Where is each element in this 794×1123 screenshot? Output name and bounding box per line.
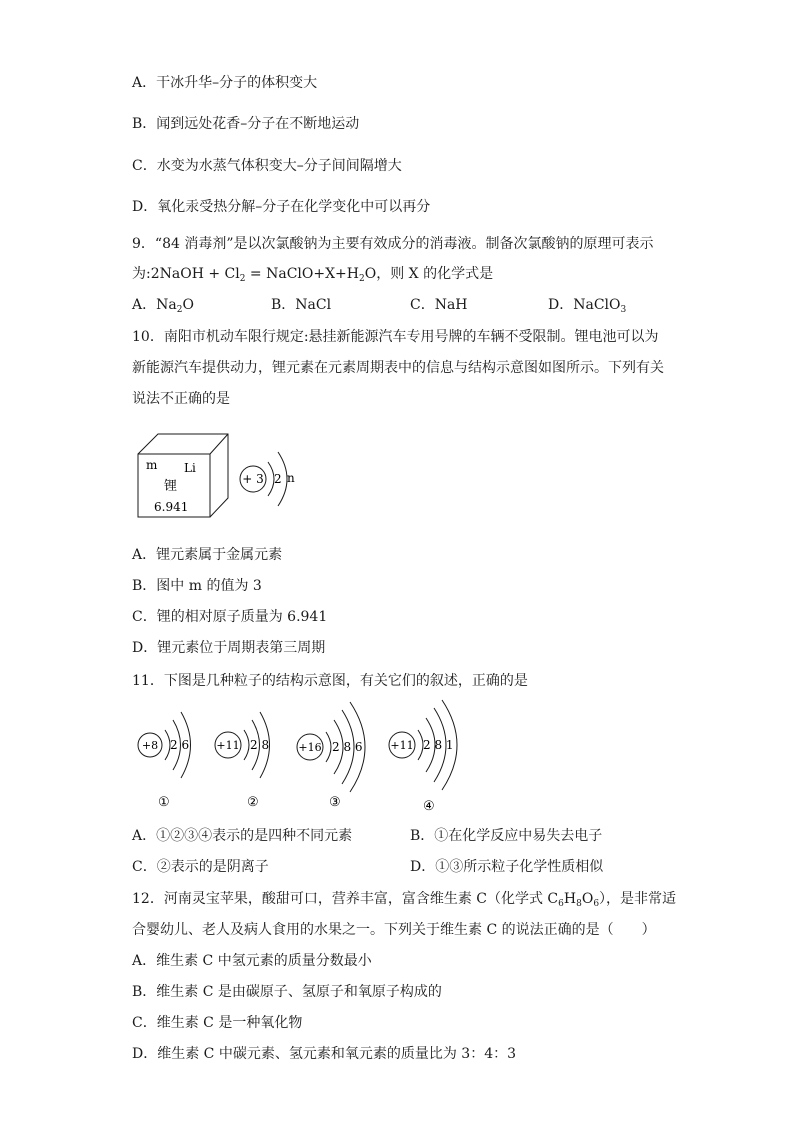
shell-electrons: 2 8	[250, 738, 270, 752]
q9-option-d: D．NaClO$_3$	[548, 297, 627, 315]
q12-option-c: C．维生素 C 是一种氧化物	[132, 1015, 303, 1031]
particle-label: ②	[247, 795, 259, 810]
shell-2-electrons: n	[287, 471, 295, 485]
q8-option-b: B．闻到远处花香–分子在不断地运动	[132, 116, 360, 132]
cell-atomic-mass: 6.941	[154, 500, 189, 514]
q10-stem-line3: 说法不正确的是	[132, 391, 230, 407]
q11-option-a: A．①②③④表示的是四种不同元素	[132, 828, 353, 844]
q10-option-b: B．图中 m 的值为 3	[132, 578, 262, 594]
particle-2-diagram	[215, 712, 270, 810]
q12-stem-line2: 合婴幼儿、老人及病人食用的水果之一。下列关于维生素 C 的说法正确的是（ ）	[132, 922, 656, 938]
q9-option-a: A．$Na_2O$	[132, 297, 194, 315]
q10-stem-line1: 10．南阳市机动车限行规定:悬挂新能源汽车专用号牌的车辆不受限制。锂电池可以为	[132, 329, 659, 345]
cell-atomic-number: m	[146, 458, 158, 472]
q10-option-d: D．锂元素位于周期表第三周期	[132, 640, 326, 656]
q12-option-b: B．维生素 C 是由碳原子、氢原子和氧原子构成的	[132, 984, 442, 1000]
q9-option-c: C．NaH	[410, 297, 468, 313]
q8-option-a: A．干冰升华–分子的体积变大	[132, 75, 318, 91]
q10-figure	[130, 428, 310, 528]
nucleus-charge: +16	[298, 741, 322, 754]
q12-option-a: A．维生素 C 中氢元素的质量分数最小	[132, 953, 372, 969]
nucleus-charge: + 3	[242, 472, 264, 486]
cell-symbol: Li	[184, 461, 196, 475]
particle-4-diagram	[389, 700, 457, 814]
particle-3-diagram	[297, 702, 365, 810]
q9-stem-line1: 9．“84 消毒剂”是以次氯酸钠为主要有效成分的消毒液。制备次氯酸钠的原理可表示	[132, 236, 654, 252]
q11-figure	[130, 698, 480, 820]
q12-option-d: D．维生素 C 中碳元素、氢元素和氧元素的质量比为 3：4：3	[132, 1046, 517, 1062]
nucleus-charge: +11	[390, 739, 414, 752]
shell-electrons: 2 8 1	[423, 738, 454, 752]
q10-option-a: A．锂元素属于金属元素	[132, 547, 283, 563]
cell-element-name: 锂	[164, 479, 178, 494]
q11-option-d: D．①③所示粒子化学性质相似	[410, 859, 604, 875]
q9-equation: 为:2NaOH + $Cl_2$ = $NaClO+X+H_2O$，则 X 的化学式是	[132, 266, 494, 284]
shell-1-electrons: 2	[274, 472, 282, 486]
q11-stem: 11．下图是几种粒子的结构示意图，有关它们的叙述，正确的是	[132, 673, 528, 689]
nucleus-charge: +8	[141, 739, 159, 752]
shell-electrons: 2 6	[170, 738, 190, 752]
particle-label: ①	[158, 795, 170, 810]
q8-option-d: D．氧化汞受热分解–分子在化学变化中可以再分	[132, 199, 431, 215]
q12-stem-line1: 12．河南灵宝苹果，酸甜可口，营养丰富，富含维生素 C（化学式 $C_6H_8O_6$），是非常适	[132, 891, 677, 909]
electron-shell-arc	[326, 732, 331, 762]
shell-electrons: 2 8 6	[332, 740, 363, 754]
particle-label: ④	[423, 799, 435, 814]
particle-1-diagram	[138, 712, 191, 810]
electron-shell-arc	[244, 730, 249, 760]
q11-option-c: C．②表示的是阴离子	[132, 859, 269, 875]
q11-option-b: B．①在化学反应中易失去电子	[410, 828, 603, 844]
q8-option-c: C．水变为水蒸气体积变大–分子间间隔增大	[132, 158, 402, 174]
nucleus-charge: +11	[216, 739, 240, 752]
lithium-atom-diagram	[240, 452, 295, 506]
q9-option-b: B．NaCl	[271, 297, 332, 313]
q10-stem-line2: 新能源汽车提供动力，锂元素在元素周期表中的信息与结构示意图如图所示。下列有关	[132, 360, 664, 376]
particle-label: ③	[329, 795, 341, 810]
q10-option-c: C．锂的相对原子质量为 6.941	[132, 609, 328, 625]
